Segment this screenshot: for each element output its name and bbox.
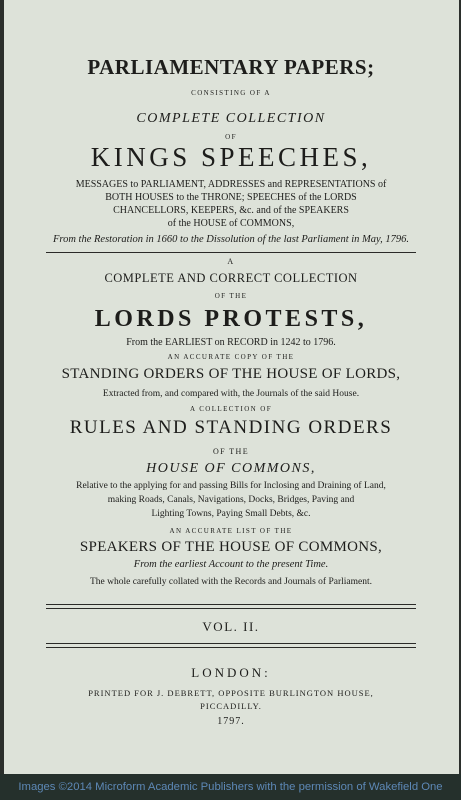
collection-of-line: A COLLECTION OF [189, 405, 273, 413]
divider-rule-2 [46, 604, 416, 605]
of-the-line-2: OF THE [212, 447, 250, 456]
accurate-list-line: AN ACCURATE LIST OF THE [169, 527, 293, 535]
rules-heading: RULES AND STANDING ORDERS [69, 417, 393, 438]
restoration-line: From the Restoration in 1660 to the Dissolution of the last Parliament in May, 1796. [52, 234, 409, 245]
year-line: 1797. [217, 716, 245, 727]
speakers-heading: SPEAKERS OF THE HOUSE OF COMMONS, [79, 539, 383, 555]
earliest-account-line: From the earliest Account to the present Time. [133, 559, 329, 570]
complete-collection-line: COMPLETE COLLECTION [136, 111, 326, 126]
volume-label: VOL. II. [202, 619, 260, 634]
of-the-line-1: OF THE [214, 292, 248, 300]
printed-for-line: PRINTED FOR J. DEBRETT, OPPOSITE BURLINGTON HOUSE, [88, 688, 374, 698]
divider-rule-4 [46, 643, 416, 644]
consisting-line: CONSISTING OF A [191, 89, 271, 97]
messages-line-4: of the HOUSE of COMMONS, [167, 218, 295, 229]
earliest-record-line: From the EARLIEST on RECORD in 1242 to 1796. [126, 337, 336, 348]
a-line: A [227, 257, 235, 266]
messages-line-3: CHANCELLORS, KEEPERS, &c. and of the SPEAKERS [113, 205, 349, 216]
piccadilly-line: PICCADILLY. [200, 701, 262, 711]
divider-rule-5 [46, 647, 416, 648]
kings-speeches-heading: KINGS SPEECHES, [90, 142, 372, 172]
relative-line-3: Lighting Towns, Paying Small Debts, &c. [151, 509, 311, 519]
accurate-copy-line: AN ACCURATE COPY OF THE [167, 353, 295, 361]
lords-protests-heading: LORDS PROTESTS, [94, 306, 368, 332]
collated-line: The whole carefully collated with the Records and Journals of Parliament. [89, 577, 372, 587]
messages-line-2: BOTH HOUSES to the THRONE; SPEECHES of the LORDS [105, 192, 357, 203]
divider-rule-1 [46, 252, 416, 253]
complete-correct-line: COMPLETE AND CORRECT COLLECTION [104, 271, 358, 285]
divider-rule-3 [46, 608, 416, 609]
copyright-footer: Images ©2014 Microform Academic Publishers with the permission of Wakefield One [0, 774, 461, 800]
title-page [4, 0, 459, 800]
messages-line-1: MESSAGES to PARLIAMENT, ADDRESSES and REPRESENTATIONS of [75, 179, 387, 190]
house-of-commons-heading: HOUSE OF COMMONS, [146, 461, 316, 476]
standing-orders-lords-heading: STANDING ORDERS OF THE HOUSE OF LORDS, [61, 366, 401, 382]
main-title: PARLIAMENTARY PAPERS; [87, 55, 375, 79]
relative-line-1: Relative to the applying for and passing Bills for Inclosing and Draining of Land, [76, 481, 386, 491]
relative-line-2: making Roads, Canals, Navigations, Docks, Bridges, Paving and [107, 495, 355, 505]
of-line-1: OF [225, 133, 237, 141]
extracted-line: Extracted from, and compared with, the Journals of the said House. [102, 389, 360, 399]
london-imprint: LONDON: [191, 665, 271, 680]
